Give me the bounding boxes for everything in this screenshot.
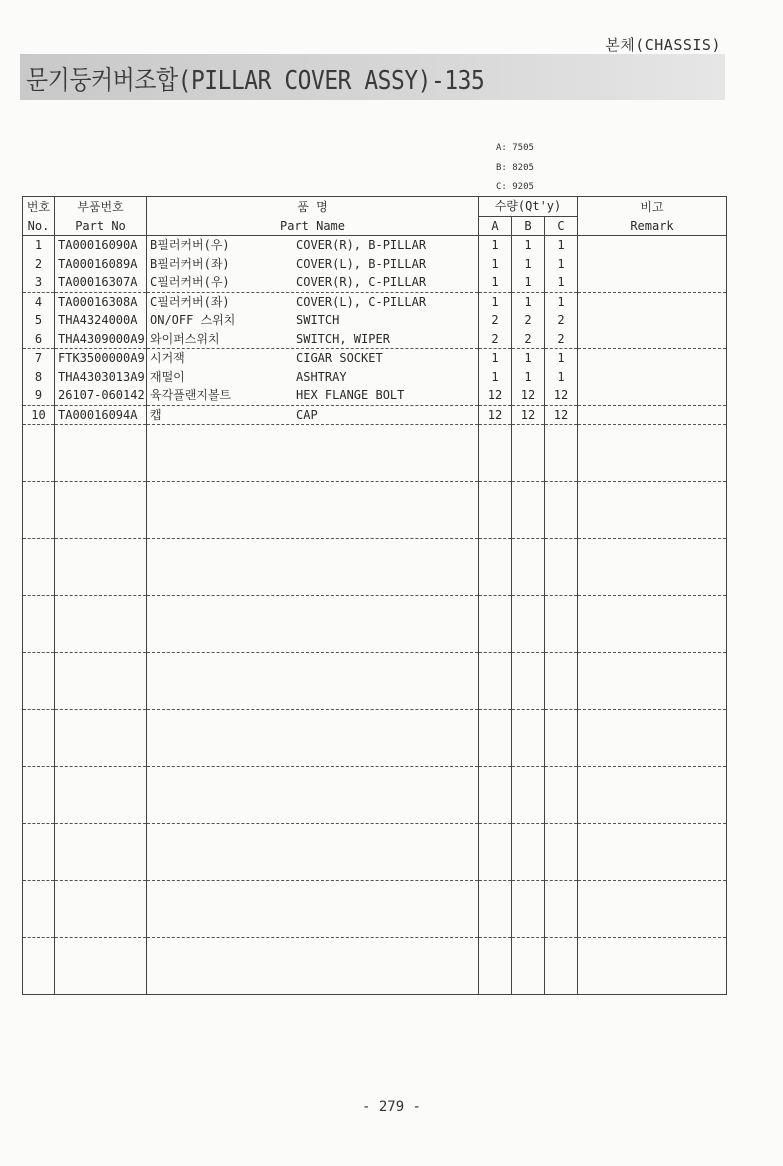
row-part-no: TA00016094A [55,405,147,425]
header-remark-en: Remark [578,216,727,236]
row-part-name-en: COVER(R), C-PILLAR [296,275,427,290]
empty-row [23,938,727,995]
empty-cell [147,938,479,995]
empty-cell [578,710,727,767]
empty-cell [545,482,578,539]
empty-row [23,425,727,482]
empty-cell [147,596,479,653]
row-part-name [147,386,479,405]
empty-cell [545,425,578,482]
model-a: A: 7505 [496,143,534,153]
row-part-name-en: HEX FLANGE BOLT [296,388,405,403]
table-row [23,330,727,349]
row-qty-c: 1 [545,273,578,292]
header-part-no-ko: 부품번호 [55,197,147,217]
empty-cell [147,881,479,938]
row-qty-b: 1 [512,292,545,311]
header-no-en: No. [23,216,55,236]
empty-cell [512,425,545,482]
empty-cell [23,482,55,539]
empty-cell [545,653,578,710]
row-part-name [147,292,479,311]
empty-cell [147,824,479,881]
empty-cell [512,710,545,767]
row-part-name-en: SWITCH [296,313,340,328]
empty-cell [55,653,147,710]
header-no-ko: 번호 [23,197,55,217]
row-part-name-ko: 육각플랜지볼트 [150,388,232,403]
row-part-name-ko: C필러커버(우) [150,275,230,290]
empty-cell [23,653,55,710]
header-name-ko: 품 명 [147,197,479,217]
empty-cell [479,824,512,881]
row-part-name-ko: 와이퍼스위치 [150,331,220,346]
empty-row [23,596,727,653]
empty-cell [147,482,479,539]
row-qty-b: 1 [512,349,545,368]
empty-cell [55,767,147,824]
row-part-name-en: SWITCH, WIPER [296,331,390,346]
empty-row [23,767,727,824]
empty-row [23,539,727,596]
empty-cell [147,653,479,710]
row-part-name-en: COVER(R), B-PILLAR [296,238,427,253]
empty-cell [512,767,545,824]
row-part-name-en: CAP [296,407,318,422]
row-qty-a: 1 [479,236,512,255]
model-c: C: 9205 [496,182,534,192]
empty-cell [578,596,727,653]
row-qty-b: 1 [512,236,545,255]
section-label: 본체(CHASSIS) [605,36,721,54]
row-qty-a: 1 [479,273,512,292]
empty-cell [23,824,55,881]
row-no: 4 [23,292,55,311]
header-remark-ko: 비고 [578,197,727,217]
empty-cell [545,938,578,995]
row-qty-a: 12 [479,386,512,405]
table-row [23,368,727,387]
row-remark [578,255,727,274]
row-qty-a: 1 [479,349,512,368]
empty-cell [578,539,727,596]
empty-cell [545,596,578,653]
row-qty-b: 1 [512,255,545,274]
empty-cell [147,539,479,596]
model-b: B: 8205 [496,162,534,173]
row-part-no: THA4324000A [55,311,147,330]
model-legend [496,142,534,201]
empty-cell [479,482,512,539]
empty-row [23,482,727,539]
empty-row [23,653,727,710]
empty-cell [545,881,578,938]
empty-cell [578,482,727,539]
row-no: 3 [23,273,55,292]
empty-cell [578,824,727,881]
table-row [23,273,727,292]
empty-cell [23,938,55,995]
empty-cell [55,539,147,596]
empty-cell [512,539,545,596]
empty-cell [578,881,727,938]
empty-cell [479,539,512,596]
row-qty-a: 12 [479,405,512,425]
empty-cell [55,482,147,539]
table-row [23,292,727,311]
row-remark [578,292,727,311]
row-part-name-ko: B필러커버(좌) [150,256,230,271]
empty-cell [55,881,147,938]
row-no: 8 [23,368,55,387]
row-qty-b: 1 [512,273,545,292]
empty-cell [55,824,147,881]
row-part-name-ko: 시거잭 [150,351,185,366]
empty-cell [512,881,545,938]
empty-cell [512,596,545,653]
row-remark [578,405,727,425]
table-row [23,236,727,255]
empty-cell [479,881,512,938]
row-remark [578,311,727,330]
empty-cell [545,710,578,767]
row-remark [578,349,727,368]
empty-cell [578,425,727,482]
row-part-name-ko: B필러커버(우) [150,238,230,253]
row-qty-b: 2 [512,330,545,349]
empty-cell [479,596,512,653]
row-qty-c: 1 [545,236,578,255]
row-part-name [147,349,479,368]
row-part-no: FTK3500000A9 [55,349,147,368]
empty-cell [512,482,545,539]
row-qty-b: 12 [512,405,545,425]
empty-cell [578,767,727,824]
empty-cell [479,653,512,710]
row-qty-c: 2 [545,330,578,349]
row-part-no: TA00016089A [55,255,147,274]
table-row [23,311,727,330]
header-name-en: Part Name [147,216,479,236]
row-no: 1 [23,236,55,255]
row-no: 10 [23,405,55,425]
empty-cell [545,539,578,596]
row-part-no: THA4309000A9 [55,330,147,349]
empty-cell [147,425,479,482]
row-part-no: TA00016308A [55,292,147,311]
row-qty-b: 1 [512,368,545,387]
parts-table [22,196,727,995]
row-no: 5 [23,311,55,330]
row-qty-c: 1 [545,292,578,311]
row-remark [578,330,727,349]
row-qty-a: 1 [479,255,512,274]
row-part-name-ko: C필러커버(좌) [150,294,230,309]
row-no: 9 [23,386,55,405]
row-no: 2 [23,255,55,274]
row-qty-a: 2 [479,330,512,349]
header-qty: 수량(Qt'y) [479,197,578,217]
row-qty-c: 12 [545,386,578,405]
row-qty-c: 2 [545,311,578,330]
row-qty-a: 1 [479,292,512,311]
row-qty-c: 1 [545,255,578,274]
page-number: - 279 - [361,1099,421,1115]
row-qty-c: 1 [545,349,578,368]
empty-cell [512,824,545,881]
empty-cell [23,881,55,938]
row-part-name-ko: ON/OFF 스위치 [150,313,236,328]
row-no: 6 [23,330,55,349]
table-body [23,236,727,995]
row-remark [578,273,727,292]
row-part-name [147,255,479,274]
page-title: 문기둥커버조합(PILLAR COVER ASSY)-135 [26,66,485,96]
empty-cell [545,767,578,824]
row-remark [578,236,727,255]
row-part-name-en: COVER(L), B-PILLAR [296,256,427,271]
row-part-name-en: CIGAR SOCKET [296,351,383,366]
row-part-name [147,330,479,349]
row-qty-a: 1 [479,368,512,387]
empty-cell [147,710,479,767]
empty-cell [479,710,512,767]
empty-cell [479,938,512,995]
header-qty-c: C [545,216,578,236]
row-remark [578,386,727,405]
table-row [23,255,727,274]
empty-cell [23,596,55,653]
header-qty-b: B [512,216,545,236]
row-part-name [147,368,479,387]
row-part-no: TA00016090A [55,236,147,255]
row-qty-b: 12 [512,386,545,405]
empty-cell [545,824,578,881]
empty-cell [23,539,55,596]
row-part-name-en: ASHTRAY [296,369,347,384]
row-part-no: 26107-060142 [55,386,147,405]
row-part-name [147,311,479,330]
table-row [23,386,727,405]
empty-cell [55,710,147,767]
row-part-name-ko: 캡 [150,407,162,422]
header-part-no-en: Part No [55,216,147,236]
empty-cell [578,653,727,710]
row-part-name [147,236,479,255]
empty-cell [23,710,55,767]
row-part-no: THA4303013A9 [55,368,147,387]
row-qty-c: 12 [545,405,578,425]
header-qty-a: A [479,216,512,236]
empty-row [23,824,727,881]
empty-cell [23,767,55,824]
row-qty-a: 2 [479,311,512,330]
row-part-name [147,273,479,292]
row-no: 7 [23,349,55,368]
empty-cell [55,938,147,995]
empty-row [23,710,727,767]
empty-cell [479,767,512,824]
row-part-no: TA00016307A [55,273,147,292]
empty-cell [147,767,479,824]
row-qty-c: 1 [545,368,578,387]
empty-cell [512,938,545,995]
row-remark [578,368,727,387]
empty-row [23,881,727,938]
empty-cell [512,653,545,710]
table-row [23,405,727,425]
row-qty-b: 2 [512,311,545,330]
row-part-name-ko: 재떨이 [150,369,185,384]
table-row [23,349,727,368]
empty-cell [55,425,147,482]
empty-cell [55,596,147,653]
row-part-name-en: COVER(L), C-PILLAR [296,294,427,309]
empty-cell [479,425,512,482]
row-part-name [147,405,479,425]
empty-cell [23,425,55,482]
empty-cell [578,938,727,995]
